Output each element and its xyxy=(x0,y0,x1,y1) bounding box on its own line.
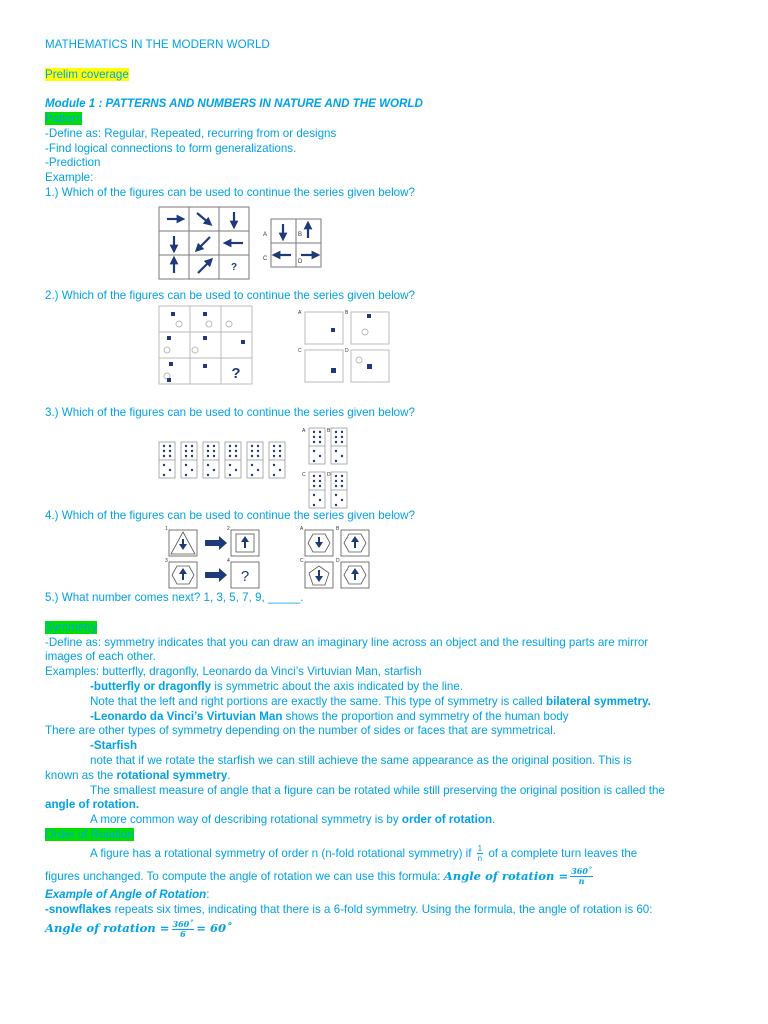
domino-dot xyxy=(185,474,187,476)
fig2-label-a: A xyxy=(298,309,302,316)
domino-dot xyxy=(279,450,281,452)
starfish-note-1: note that if we rotate the starfish we can still achieve the same appearance as the original position. This is xyxy=(90,753,632,767)
butterfly-line: -butterfly or dragonfly is symmetric about the axis indicated by the line. xyxy=(90,679,464,693)
domino-dot xyxy=(163,450,165,452)
domino-dot xyxy=(273,445,275,447)
fig4-label-3: 3 xyxy=(165,558,168,565)
fig3-label-a: A xyxy=(302,428,306,435)
example-angle-heading: Example of Angle of Rotation: xyxy=(45,887,210,901)
smallest-angle-1: The smallest measure of angle that a figure can be rotated while still preserving the original position is called the xyxy=(90,783,665,797)
fig2-label-d: D xyxy=(345,347,349,354)
starfish-label: -Starfish xyxy=(90,739,138,753)
domino-dot xyxy=(185,455,187,457)
polygons-svg xyxy=(155,524,475,591)
domino-dot xyxy=(251,474,253,476)
domino-dot xyxy=(257,450,259,452)
domino-dot xyxy=(279,469,281,471)
fig1-label-d: D xyxy=(298,258,303,265)
domino-dot xyxy=(191,445,193,447)
domino-dot xyxy=(313,485,315,487)
symmetry-examples: Examples: butterfly, dragonfly, Leonardo da Vinci’s Virtuvian Man, starfish xyxy=(45,665,422,679)
domino-dot xyxy=(191,450,193,452)
domino-dot xyxy=(273,450,275,452)
domino-dot xyxy=(313,504,315,506)
domino-dot xyxy=(163,474,165,476)
domino-dot xyxy=(335,431,337,433)
domino-dot xyxy=(191,469,193,471)
domino-dot xyxy=(313,460,315,462)
fig4-label-2: 2 xyxy=(227,526,230,533)
domino-dot xyxy=(335,460,337,462)
fig2-question: ? xyxy=(231,364,241,382)
domino-dot xyxy=(257,455,259,457)
domino-dot xyxy=(341,475,343,477)
domino-dot xyxy=(257,469,259,471)
fig1-label-a: A xyxy=(263,231,268,238)
question-5: 5.) What number comes next? 1, 3, 5, 7, 9, _____. xyxy=(45,591,304,605)
domino-dot xyxy=(169,455,171,457)
domino-dot xyxy=(251,450,253,452)
symmetry-def-2: images of each other. xyxy=(45,650,156,664)
domino-dot xyxy=(341,436,343,438)
snowflake-formula: Angle of rotation = $\frac{360˚}{6}$ = 60˚ xyxy=(45,918,232,939)
common-way-line: A more common way of describing rotational symmetry is by order of rotation. xyxy=(90,813,496,827)
domino-dot xyxy=(319,475,321,477)
pattern-heading: Pattern xyxy=(45,111,83,125)
domino-dot xyxy=(207,445,209,447)
domino-dot xyxy=(163,455,165,457)
domino-dot xyxy=(279,445,281,447)
domino-dot xyxy=(341,485,343,487)
fig1-question: ? xyxy=(230,261,238,273)
domino-dot xyxy=(257,445,259,447)
domino-dot xyxy=(335,504,337,506)
fig4-label-b: B xyxy=(336,526,340,533)
domino-dot xyxy=(229,445,231,447)
starfish-note-2: known as the rotational symmetry. xyxy=(45,768,231,782)
domino-dot xyxy=(273,455,275,457)
domino-dot xyxy=(235,469,237,471)
smallest-angle-2: angle of rotation. xyxy=(45,798,140,812)
question-4: 4.) Which of the figures can be used to continue the series given below? xyxy=(45,509,415,523)
domino-dot xyxy=(313,475,315,477)
fig3-label-c: C xyxy=(302,472,306,479)
pattern-def: -Define as: Regular, Repeated, recurring from or designs xyxy=(45,126,337,140)
domino-dot xyxy=(207,455,209,457)
domino-dot xyxy=(251,464,253,466)
dominoes-svg xyxy=(155,420,475,509)
figure-dominoes xyxy=(45,420,735,509)
domino-dot xyxy=(319,436,321,438)
domino-dot xyxy=(335,475,337,477)
domino-dot xyxy=(313,450,315,452)
symmetry-heading: Symmetry xyxy=(45,620,98,634)
fig4-label-c: C xyxy=(300,558,304,565)
domino-dot xyxy=(335,485,337,487)
snowflake-line: -snowflakes repeats six times, indicating that there is a 6-fold symmetry. Using the formula, the angle of rotation is 60: xyxy=(45,902,653,916)
domino-dot xyxy=(207,474,209,476)
question-1: 1.) Which of the figures can be used to continue the series given below? xyxy=(45,185,415,199)
symmetry-def-1: -Define as: symmetry indicates that you can draw an imaginary line across an object and the resulting parts are mirror xyxy=(45,635,649,649)
domino-dot xyxy=(169,445,171,447)
fig4-label-1: 1 xyxy=(165,526,168,533)
domino-dot xyxy=(319,485,321,487)
domino-dot xyxy=(335,450,337,452)
fig4-label-4: 4 xyxy=(227,558,230,565)
domino-dot xyxy=(229,450,231,452)
domino-dot xyxy=(185,450,187,452)
question-3: 3.) Which of the figures can be used to continue the series given below? xyxy=(45,405,415,419)
domino-dot xyxy=(213,469,215,471)
domino-dot xyxy=(251,455,253,457)
domino-dot xyxy=(319,480,321,482)
domino-dot xyxy=(335,494,337,496)
domino-dot xyxy=(335,480,337,482)
domino-dot xyxy=(235,445,237,447)
domino-dot xyxy=(341,499,343,501)
domino-dot xyxy=(319,455,321,457)
domino-dot xyxy=(185,445,187,447)
figure-shapes xyxy=(45,304,735,406)
order-def-2: figures unchanged. To compute the angle of rotation we can use this formula: Angle of rotation = $\frac{360˚}{n}$ xyxy=(45,866,592,887)
domino-dot xyxy=(163,445,165,447)
leonardo-line: -Leonardo da Vinci’s Virtuvian Man shows the proportion and symmetry of the human body xyxy=(90,709,569,723)
module-heading: Module 1 : PATTERNS AND NUMBERS IN NATURE AND THE WORLD xyxy=(45,97,423,111)
domino-dot xyxy=(341,431,343,433)
domino-dot xyxy=(235,450,237,452)
order-heading: Order of Rotation xyxy=(45,827,134,841)
fig4-question: ? xyxy=(240,568,250,586)
other-types-line: There are other types of symmetry depending on the number of sides or faces that are symmetrical. xyxy=(45,724,557,738)
fig1-label-c: C xyxy=(263,255,268,262)
fig3-label-d: D xyxy=(327,472,331,479)
domino-dot xyxy=(341,480,343,482)
domino-dot xyxy=(319,431,321,433)
figure-arrows xyxy=(45,201,735,289)
domino-dot xyxy=(213,455,215,457)
domino-dot xyxy=(229,455,231,457)
fig1-label-b: B xyxy=(298,231,303,238)
pattern-logic: -Find logical connections to form generalizations. xyxy=(45,141,297,155)
domino-dot xyxy=(273,474,275,476)
pattern-prediction: -Prediction xyxy=(45,156,101,170)
domino-dot xyxy=(279,455,281,457)
domino-dot xyxy=(251,445,253,447)
fig3-label-b: B xyxy=(327,428,331,435)
domino-dot xyxy=(207,450,209,452)
prelim-coverage: Prelim coverage xyxy=(45,67,129,81)
one-over-n-fraction: $\frac{1}{n}$ xyxy=(477,844,483,864)
domino-dot xyxy=(169,450,171,452)
domino-dot xyxy=(169,469,171,471)
shapes-svg xyxy=(155,304,455,404)
domino-dot xyxy=(207,464,209,466)
domino-dot xyxy=(163,464,165,466)
doc-title: MATHEMATICS IN THE MODERN WORLD xyxy=(45,38,270,51)
domino-dot xyxy=(213,445,215,447)
example-label: Example: xyxy=(45,171,94,185)
domino-dot xyxy=(319,441,321,443)
domino-dot xyxy=(213,450,215,452)
domino-dot xyxy=(313,480,315,482)
domino-dot xyxy=(229,464,231,466)
bilateral-line: Note that the left and right portions are exactly the same. This type of symmetry is called bilateral symmetry. xyxy=(90,694,651,708)
domino-dot xyxy=(235,455,237,457)
fig4-label-d: D xyxy=(336,558,340,565)
domino-dot xyxy=(191,455,193,457)
domino-dot xyxy=(313,441,315,443)
fig4-label-a: A xyxy=(300,526,304,533)
arrows-svg xyxy=(155,203,455,291)
fig2-label-b: B xyxy=(345,309,349,316)
snowflake-fraction: $\frac{360˚}{6}$ xyxy=(172,918,194,939)
domino-dot xyxy=(185,464,187,466)
fig2-label-c: C xyxy=(298,347,302,354)
document-page xyxy=(45,38,735,940)
order-def-1: A figure has a rotational symmetry of order n (n-fold rotational symmetry) if $\frac{1}{n}$ of a complete turn leaves the xyxy=(90,844,638,864)
domino-dot xyxy=(335,436,337,438)
figure-polygons xyxy=(45,524,735,591)
question-2: 2.) Which of the figures can be used to continue the series given below? xyxy=(45,288,415,302)
domino-dot xyxy=(313,436,315,438)
domino-dot xyxy=(335,441,337,443)
formula-fraction: $\frac{360˚}{n}$ xyxy=(571,866,592,887)
domino-dot xyxy=(341,441,343,443)
domino-dot xyxy=(313,494,315,496)
domino-dot xyxy=(319,499,321,501)
domino-dot xyxy=(229,474,231,476)
domino-dot xyxy=(341,455,343,457)
domino-dot xyxy=(313,431,315,433)
domino-dot xyxy=(273,464,275,466)
